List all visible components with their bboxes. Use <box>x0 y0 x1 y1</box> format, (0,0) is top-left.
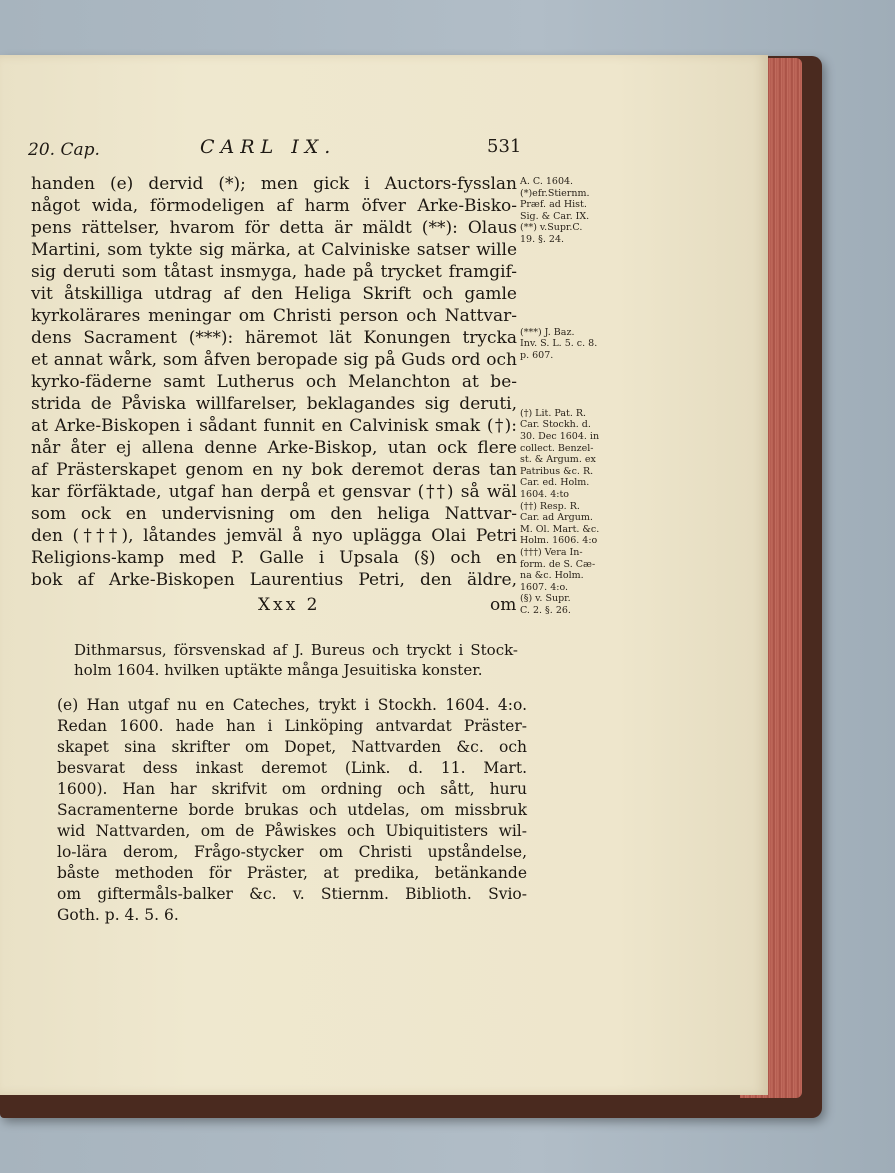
margin-note-line: Inv. S. L. 5. c. 8. <box>520 338 598 350</box>
footnote-line: båste methoden för Präster, at predika, betänkande <box>57 864 527 882</box>
margin-note-line: (*)efr.Stiernm. <box>520 187 590 199</box>
text-line: som ock en undervisning om den heliga Nattvar- <box>31 504 517 524</box>
margin-note-line: p. 607. <box>520 349 554 361</box>
margin-gap <box>520 280 612 292</box>
margin-gap <box>520 257 612 269</box>
text-line: strida de Påviska willfarelser, beklagandes sig deruti, <box>31 394 517 414</box>
footnote-line: holm 1604. hvilken uptäkte många Jesuitiska konster. <box>74 661 483 679</box>
margin-note-line: 19. §. 24. <box>520 233 565 245</box>
margin-note-line: Car. ed. Holm. <box>520 477 590 489</box>
margin-note-line: 1604. 4:to <box>520 489 569 501</box>
footnote-line: wid Nattvarden, om de Påwiskes och Ubiquitisters wil- <box>57 822 527 840</box>
footnote-line: Dithmarsus, försvenskad af J. Bureus och tryckt i Stock- <box>74 641 518 659</box>
margin-note-line: (†††) Vera In- <box>520 547 583 558</box>
margin-note-line: form. de S. Cæ- <box>520 558 596 570</box>
margin-gap <box>520 269 612 281</box>
text-line: vit åtskilliga utdrag af den Heliga Skrift och gamle <box>31 284 517 304</box>
text-line: Martini, som tykte sig märka, at Calviniske satser wille <box>31 240 517 260</box>
margin-note-line: (§) v. Supr. <box>520 593 571 605</box>
margin-note-line: (***) J. Baz. <box>520 326 575 338</box>
footnote-line: Sacramenterne borde brukas och utdelas, om missbruk <box>57 801 527 819</box>
footnote-line: Goth. p. 4. 5. 6. <box>57 906 179 924</box>
margin-gap <box>520 362 612 374</box>
text-line: at Arke-Biskopen i sådant funnit en Calvinisk smak (†): <box>31 416 517 436</box>
margin-note-line: M. Ol. Mart. &c. <box>520 523 600 535</box>
margin-note-line: collect. Benzel- <box>520 442 594 454</box>
text-line: når åter ej allena denne Arke-Biskop, utan ock flere <box>31 438 517 458</box>
margin-gap <box>520 292 612 304</box>
margin-note-line: Præf. ad Hist. <box>520 199 587 211</box>
text-line: sig deruti som tåtast insmyga, hade på trycket framgif- <box>31 262 517 282</box>
text-line: något wida, förmodeligen af harm öfver Arke-Bisko- <box>31 196 517 216</box>
text-line: Religions-kamp med P. Galle i Upsala (§) och en <box>31 548 517 568</box>
text-line: bok af Arke-Biskopen Laurentius Petri, den äldre, <box>31 570 517 590</box>
margin-note-line: (**) v.Supr.C. <box>520 222 583 234</box>
footnote-line: besvarat dess inkast deremot (Link. d. 11. Mart. <box>57 759 527 777</box>
text-line: kyrkolärares meningar om Christi person och Nattvar- <box>31 306 517 326</box>
margin-gap <box>520 385 612 397</box>
text-line: den (†††), låtandes jemväl å nyo uplägga Olai Petri <box>31 526 517 546</box>
continued-footnote <box>74 640 518 680</box>
margin-note-line: na &c. Holm. <box>520 570 584 582</box>
text-line: dens Sacrament (***): häremot lät Konungen trycka <box>31 328 517 348</box>
margin-gap <box>520 315 612 327</box>
margin-note-line: Patribus &c. R. <box>520 465 594 477</box>
margin-gap <box>520 396 612 408</box>
text-line: af Prästerskapet genom en ny bok deremot deras tan <box>31 460 517 480</box>
footnote-line: lo-lära derom, Frågo-stycker om Christi upståndelse, <box>57 843 527 861</box>
chapter-label: 20. Cap. <box>28 140 100 160</box>
text-line: handen (e) dervid (*); men gick i Auctors-fysslan <box>31 174 517 194</box>
page-number: 531 <box>487 136 522 157</box>
margin-note-line: Car. ad Argum. <box>520 512 593 524</box>
footnote-line: 1600). Han har skrifvit om ordning och sått, huru <box>57 780 527 798</box>
margin-note-line: Sig. & Car. IX. <box>520 210 590 222</box>
margin-note-line: (†) Lit. Pat. R. <box>520 407 587 419</box>
margin-note-line: 1607. 4:o. <box>520 581 569 593</box>
margin-note-line: 30. Dec 1604. in <box>520 431 600 443</box>
main-text <box>31 173 517 591</box>
running-title: CARL IX. <box>200 136 337 158</box>
margin-note-line: Car. Stockh. d. <box>520 419 591 431</box>
text-line: kyrko-fäderne samt Lutherus och Melanchton at be- <box>31 372 517 392</box>
text-line: pens rättelser, hvarom för detta är mäldt (**): Olaus <box>31 218 517 238</box>
margin-note-line: A. C. 1604. <box>520 176 574 187</box>
footnote-line: Redan 1600. hade han i Linköping antvardat Präster- <box>57 717 527 735</box>
text-line: et annat wårk, som åfven beropade sig på Guds ord och <box>31 350 517 370</box>
margin-notes <box>520 176 612 617</box>
margin-note-line: st. & Argum. ex <box>520 454 596 466</box>
footnote-e <box>57 695 527 926</box>
footnote-line: (e) Han utgaf nu en Cateches, trykt i Stockh. 1604. 4:o. <box>57 696 527 714</box>
margin-note-line: (††) Resp. R. <box>520 500 580 512</box>
catchword: om <box>490 595 517 615</box>
margin-gap <box>520 373 612 385</box>
signature-mark: Xxx 2 <box>258 595 321 615</box>
footnote-line: om giftermåls-balker &c. v. Stiernm. Biblioth. Svio- <box>57 885 527 903</box>
margin-note-line: C. 2. §. 26. <box>520 604 571 616</box>
margin-note-line: Holm. 1606. 4:o <box>520 535 598 547</box>
footnote-line: skapet sina skrifter om Dopet, Nattvarden &c. och <box>57 738 527 756</box>
margin-gap <box>520 246 612 258</box>
text-line: kar förfäktade, utgaf han derpå et gensvar (††) så wäl <box>31 482 517 502</box>
margin-gap <box>520 304 612 316</box>
